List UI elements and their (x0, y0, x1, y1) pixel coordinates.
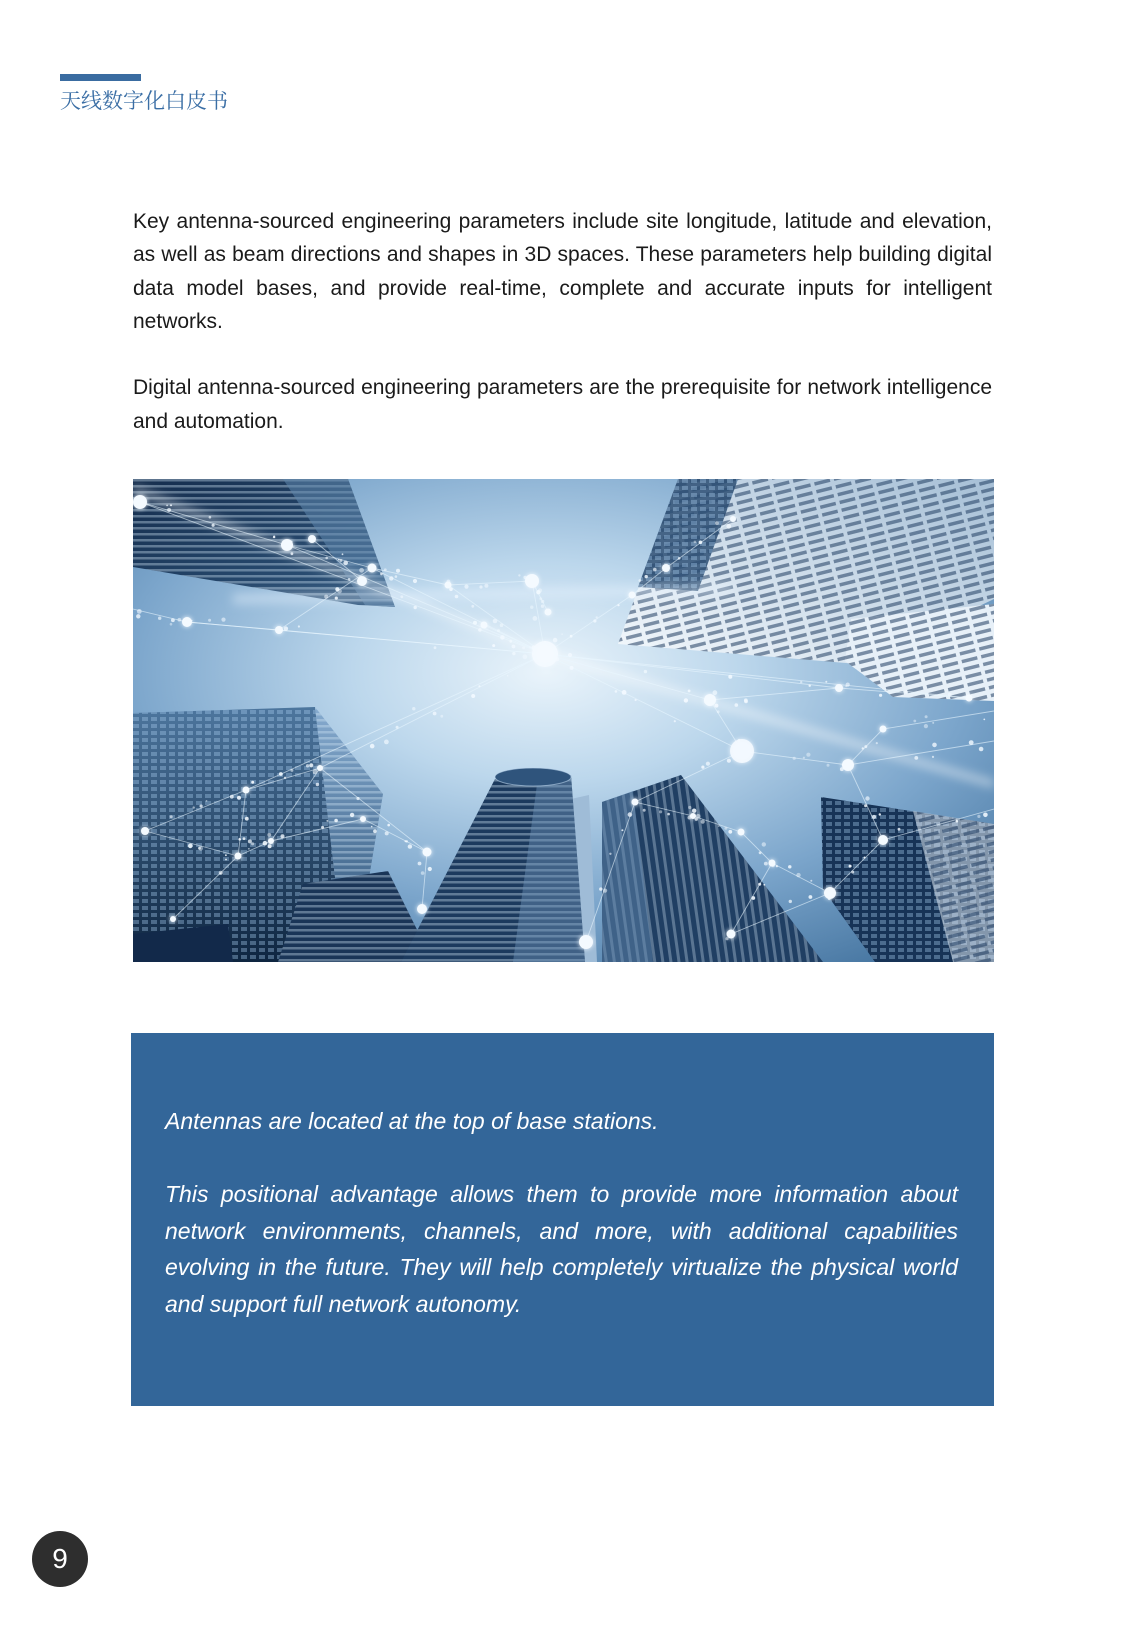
network-particle (384, 568, 387, 571)
network-node (629, 592, 636, 599)
network-particle (596, 616, 598, 618)
network-particle (373, 829, 377, 833)
network-particle (263, 841, 268, 846)
network-particle (789, 900, 792, 903)
network-particle (759, 851, 762, 854)
network-particle (335, 597, 338, 600)
network-particle (568, 653, 572, 657)
network-particle (251, 842, 254, 845)
network-particle (478, 628, 482, 632)
network-particle (570, 635, 573, 638)
network-particle (206, 800, 208, 802)
body-text (133, 205, 992, 471)
network-particle (209, 516, 212, 519)
network-particle (237, 796, 241, 800)
network-particle (493, 619, 498, 624)
network-particle (348, 578, 351, 581)
network-particle (342, 553, 344, 555)
network-particle (188, 844, 193, 849)
network-particle (717, 710, 720, 713)
network-particle (389, 576, 393, 580)
network-particle (849, 865, 852, 868)
network-particle (380, 573, 383, 576)
network-particle (615, 690, 618, 693)
network-particle (876, 742, 878, 744)
network-particle (428, 867, 432, 871)
network-particle (221, 618, 225, 622)
network-particle (639, 579, 642, 582)
network-particle (198, 847, 201, 850)
network-node (360, 816, 366, 822)
network-node (878, 835, 888, 845)
network-particle (788, 865, 791, 868)
network-particle (800, 681, 802, 683)
network-particle (864, 857, 866, 859)
network-particle (728, 830, 732, 834)
network-particle (924, 724, 928, 728)
header-accent-bar (60, 74, 141, 81)
network-node (275, 626, 283, 634)
network-particle (913, 720, 916, 723)
network-particle (284, 626, 288, 630)
header-title: 天线数字化白皮书 (60, 89, 228, 113)
network-particle (473, 621, 477, 625)
page-number-badge: 9 (32, 1531, 88, 1587)
network-node (133, 495, 147, 509)
network-node (966, 695, 973, 702)
network-node (738, 829, 745, 836)
network-particle (370, 744, 375, 749)
network-particle (395, 575, 398, 578)
network-particle (523, 654, 528, 659)
network-particle (726, 524, 731, 529)
network-particle (715, 521, 719, 525)
network-particle (706, 762, 710, 766)
network-particle (284, 777, 286, 779)
network-particle (306, 764, 309, 767)
network-particle (925, 715, 928, 718)
network-particle (166, 505, 168, 507)
network-particle (530, 606, 533, 609)
network-particle (809, 895, 813, 899)
network-particle (507, 675, 509, 677)
network-particle (744, 698, 748, 702)
network-particle (158, 617, 161, 620)
network-particle (200, 805, 203, 808)
network-node (545, 609, 552, 616)
network-particle (688, 690, 691, 693)
network-particle (340, 559, 343, 562)
network-particle (653, 568, 657, 572)
network-node (842, 759, 854, 771)
network-particle (170, 504, 172, 506)
network-particle (674, 720, 676, 722)
network-node (357, 576, 367, 586)
network-node (704, 694, 716, 706)
network-particle (309, 763, 313, 767)
network-node (532, 641, 558, 667)
network-particle (728, 675, 732, 679)
network-particle (492, 644, 495, 647)
body-paragraph: Key antenna-sourced engineering parameters include site longitude, latitude and elevation, as well as beam directions and shapes in 3D spaces. These parameters help building digital data model bases, and provide real-time, complete and accurate inputs for intelligent networks. (133, 210, 992, 333)
network-particle (268, 844, 272, 848)
network-particle (533, 616, 538, 621)
network-particle (678, 557, 681, 560)
network-node (235, 853, 242, 860)
network-particle (851, 871, 854, 874)
network-particle (688, 806, 691, 809)
network-particle (644, 670, 647, 673)
figure (133, 479, 994, 962)
network-particle (983, 813, 988, 818)
network-particle (956, 820, 959, 823)
network-particle (418, 862, 422, 866)
network-particle (628, 812, 633, 817)
network-particle (471, 605, 474, 608)
network-particle (136, 614, 140, 618)
network-particle (713, 690, 718, 695)
network-particle (405, 840, 407, 842)
network-particle (225, 859, 227, 861)
network-particle (701, 766, 704, 769)
network-particle (267, 833, 271, 837)
network-node (727, 930, 736, 939)
network-particle (621, 829, 623, 831)
network-particle (325, 557, 328, 560)
network-particle (872, 815, 876, 819)
network-particle (385, 831, 389, 835)
network-particle (718, 825, 720, 827)
network-particle (541, 605, 544, 608)
network-particle (414, 606, 417, 609)
network-particle (727, 759, 731, 763)
network-particle (313, 769, 318, 774)
network-particle (793, 757, 796, 760)
network-particle (230, 795, 234, 799)
callout-paragraph: Antennas are located at the top of base stations. (165, 1108, 659, 1134)
network-node (632, 799, 639, 806)
network-particle (471, 694, 475, 698)
network-particle (932, 756, 934, 758)
network-node (417, 904, 427, 914)
network-node (481, 622, 488, 629)
network-particle (440, 715, 443, 718)
network-particle (764, 862, 768, 866)
network-node (690, 813, 696, 819)
network-particle (659, 810, 662, 813)
network-particle (862, 747, 864, 749)
network-particle (509, 640, 512, 643)
network-particle (251, 781, 254, 784)
network-node (243, 787, 250, 794)
network-particle (692, 809, 696, 813)
network-particle (561, 633, 563, 635)
network-particle (724, 827, 727, 830)
network-particle (536, 590, 540, 594)
network-particle (714, 704, 718, 708)
network-particle (500, 635, 505, 640)
network-particle (694, 541, 697, 544)
network-node (268, 838, 274, 844)
network-particle (522, 646, 525, 649)
network-particle (170, 623, 173, 626)
network-particle (622, 690, 627, 695)
network-node (368, 564, 377, 573)
network-particle (316, 783, 319, 786)
network-particle (371, 826, 373, 828)
network-node (730, 516, 736, 522)
network-particle (225, 854, 227, 856)
network-particle (298, 625, 300, 627)
network-particle (518, 574, 520, 576)
network-particle (281, 834, 285, 838)
network-particle (684, 698, 688, 702)
network-particle (806, 753, 810, 757)
network-particle (758, 883, 761, 886)
network-node (423, 848, 432, 857)
network-particle (484, 584, 488, 588)
network-particle (898, 828, 901, 831)
network-particle (248, 848, 250, 850)
network-particle (635, 699, 637, 701)
network-particle (979, 747, 984, 752)
network-particle (803, 757, 805, 759)
network-particle (512, 645, 516, 649)
network-particle (599, 887, 602, 890)
network-particle (350, 813, 354, 817)
network-particle (338, 559, 340, 561)
network-particle (243, 837, 246, 840)
network-particle (696, 814, 701, 819)
network-particle (825, 681, 827, 683)
network-node (662, 564, 670, 572)
network-particle (553, 638, 558, 643)
network-particle (879, 813, 881, 815)
network-particle (387, 824, 390, 827)
network-particle (864, 745, 867, 748)
network-particle (846, 683, 850, 687)
network-particle (810, 880, 812, 882)
network-particle (273, 535, 275, 537)
network-node (182, 617, 192, 627)
callout-box (131, 1033, 994, 1406)
network-node (281, 539, 293, 551)
network-particle (464, 585, 468, 589)
network-particle (593, 619, 596, 622)
network-particle (324, 595, 328, 599)
body-paragraph: Digital antenna-sourced engineering parameters are the prerequisite for network intelligence and automation. (133, 376, 992, 433)
network-node (579, 935, 593, 949)
network-particle (609, 853, 611, 855)
network-particle (412, 707, 415, 710)
network-particle (384, 740, 389, 745)
network-particle (291, 552, 294, 555)
network-particle (932, 722, 934, 724)
network-particle (865, 796, 869, 800)
network-particle (449, 588, 453, 592)
network-particle (914, 756, 918, 760)
network-particle (434, 646, 437, 649)
network-particle (334, 819, 338, 823)
network-particle (356, 797, 359, 800)
network-particle (478, 685, 480, 687)
network-node (317, 765, 323, 771)
network-particle (983, 719, 985, 721)
network-node (824, 887, 836, 899)
network-particle (212, 524, 215, 527)
network-node (170, 916, 176, 922)
network-particle (208, 619, 211, 622)
network-particle (932, 743, 937, 748)
network-particle (455, 595, 459, 599)
network-particle (248, 839, 252, 843)
network-particle (396, 726, 399, 729)
network-particle (763, 884, 765, 886)
network-particle (864, 804, 867, 807)
network-particle (170, 815, 173, 818)
network-node (880, 726, 887, 733)
network-node (141, 827, 149, 835)
network-node (730, 739, 754, 763)
network-particle (667, 813, 670, 816)
network-particle (500, 623, 504, 627)
network-particle (699, 541, 703, 545)
network-particle (137, 609, 142, 614)
network-node (835, 684, 843, 692)
network-particle (570, 666, 574, 670)
network-particle (969, 740, 974, 745)
network-particle (904, 690, 907, 693)
network-node (445, 582, 452, 589)
network-particle (290, 769, 293, 772)
network-node (769, 860, 776, 867)
network-particle (219, 871, 223, 875)
network-particle (725, 937, 728, 940)
network-particle (977, 815, 980, 818)
network-particle (776, 865, 778, 867)
network-particle (413, 579, 417, 583)
network-particle (479, 585, 482, 588)
network-particle (433, 712, 437, 716)
network-particle (167, 508, 171, 512)
network-particle (512, 652, 515, 655)
network-particle (539, 597, 542, 600)
network-particle (645, 575, 648, 578)
network-particle (617, 604, 619, 606)
callout-paragraph: This positional advantage allows them to provide more information about network environments, channels, and more, with additional capabilities evolving in the future. They will help completely virtualize the physical world and support full network autonomy. (165, 1181, 958, 1317)
network-particle (529, 646, 531, 648)
network-node (525, 574, 539, 588)
network-particle (279, 772, 283, 776)
network-particle (948, 693, 952, 697)
network-particle (178, 618, 182, 622)
network-particle (796, 873, 800, 877)
network-particle (809, 685, 811, 687)
network-particle (541, 600, 544, 603)
network-particle (497, 629, 500, 632)
network-particle (193, 806, 195, 808)
network-particle (400, 595, 403, 598)
network-particle (408, 844, 412, 848)
network-particle (359, 568, 364, 573)
network-particle (735, 703, 739, 707)
network-particle (421, 871, 425, 875)
network-particle (326, 820, 328, 822)
network-node (308, 535, 316, 543)
network-particle (396, 569, 400, 573)
network-particle (238, 838, 241, 841)
network-particle (603, 889, 607, 893)
network-particle (171, 618, 175, 622)
network-particle (643, 809, 646, 812)
network-particle (701, 820, 705, 824)
network-particle (343, 561, 348, 566)
network-particle (879, 694, 882, 697)
network-particle (827, 764, 830, 767)
network-particle (751, 896, 755, 900)
network-particle (762, 842, 766, 846)
network-particle (245, 817, 249, 821)
network-particle (337, 589, 342, 594)
city-network-image (133, 479, 994, 962)
network-particle (321, 826, 324, 829)
